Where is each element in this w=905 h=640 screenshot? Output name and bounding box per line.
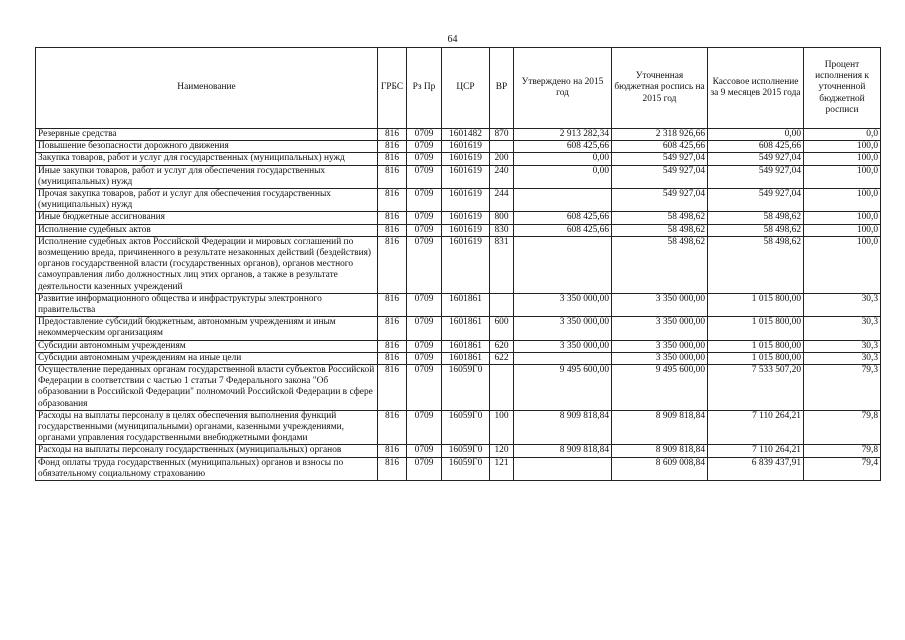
cell-rzpr: 0709: [407, 165, 442, 188]
cell-vr: 622: [490, 352, 514, 364]
cell-rzpr: 0709: [407, 365, 442, 411]
cell-vr: 240: [490, 165, 514, 188]
cell-specified: 549 927,04: [612, 153, 708, 165]
cell-approved: 3 350 000,00: [514, 340, 612, 352]
table-row: [36, 153, 881, 165]
cell-specified: 58 498,62: [612, 224, 708, 236]
cell-vr: 200: [490, 153, 514, 165]
cell-grbs: 816: [378, 340, 407, 352]
cell-vr: 830: [490, 224, 514, 236]
cell-percent: 100,0: [804, 165, 881, 188]
cell-approved: 0,00: [514, 165, 612, 188]
cell-rzpr: 0709: [407, 224, 442, 236]
cell-grbs: 816: [378, 293, 407, 316]
cell-csr: 1601861: [442, 293, 490, 316]
cell-cash: 7 110 264,21: [708, 410, 804, 445]
cell-specified: 3 350 000,00: [612, 340, 708, 352]
cell-name: Исполнение судебных актов Российской Федерации и мировых соглашений по возмещению вреда, причиненного в результате незаконных действий (бездействия) органов государственной власти (государственных органов), органов местного самоуправления либо должностных лиц этих органов, а также в результате деятельности казенных учреждений: [36, 236, 378, 293]
cell-csr: 1601861: [442, 352, 490, 364]
cell-approved: 608 425,66: [514, 224, 612, 236]
cell-cash: 1 015 800,00: [708, 293, 804, 316]
cell-approved: [514, 189, 612, 212]
cell-vr: [490, 141, 514, 153]
cell-cash: 7 533 507,20: [708, 365, 804, 411]
header-grbs: ГРБС: [378, 48, 407, 129]
cell-specified: 3 350 000,00: [612, 293, 708, 316]
cell-cash: 549 927,04: [708, 165, 804, 188]
cell-approved: [514, 236, 612, 293]
table-row: [36, 129, 881, 141]
table-row: [36, 293, 881, 316]
cell-approved: 0,00: [514, 153, 612, 165]
cell-name: Повышение безопасности дорожного движения: [36, 141, 378, 153]
cell-csr: 16059Г0: [442, 365, 490, 411]
cell-percent: 100,0: [804, 189, 881, 212]
cell-rzpr: 0709: [407, 129, 442, 141]
header-rzpr: Рз Пр: [407, 48, 442, 129]
cell-csr: 1601482: [442, 129, 490, 141]
table-row: [36, 352, 881, 364]
cell-name: Развитие информационного общества и инфраструктуры электронного правительства: [36, 293, 378, 316]
table-body: [36, 129, 881, 481]
cell-name: Осуществление переданных органам государственной власти субъектов Российской Федерации в соответствии с частью 1 статьи 7 Федерального закона "Об образовании в Российской Федерации" полномочий Российской Федерации в сфере образования: [36, 365, 378, 411]
cell-approved: 3 350 000,00: [514, 317, 612, 340]
cell-approved: 9 495 600,00: [514, 365, 612, 411]
cell-csr: 1601619: [442, 212, 490, 224]
cell-name: Субсидии автономным учреждениям: [36, 340, 378, 352]
cell-specified: 3 350 000,00: [612, 317, 708, 340]
table-row: [36, 457, 881, 480]
cell-name: Субсидии автономным учреждениям на иные цели: [36, 352, 378, 364]
cell-csr: 1601619: [442, 189, 490, 212]
cell-specified: 58 498,62: [612, 212, 708, 224]
table-row: [36, 212, 881, 224]
cell-csr: 1601619: [442, 236, 490, 293]
table-row: [36, 165, 881, 188]
cell-vr: 800: [490, 212, 514, 224]
cell-grbs: 816: [378, 153, 407, 165]
cell-csr: 1601619: [442, 141, 490, 153]
cell-csr: 16059Г0: [442, 445, 490, 457]
cell-percent: 100,0: [804, 236, 881, 293]
cell-specified: 8 909 818,84: [612, 410, 708, 445]
cell-cash: 608 425,66: [708, 141, 804, 153]
cell-approved: 8 909 818,84: [514, 445, 612, 457]
cell-percent: 30,3: [804, 340, 881, 352]
cell-specified: 58 498,62: [612, 236, 708, 293]
cell-grbs: 816: [378, 317, 407, 340]
cell-grbs: 816: [378, 224, 407, 236]
cell-approved: [514, 352, 612, 364]
cell-rzpr: 0709: [407, 153, 442, 165]
page-number: 64: [447, 34, 458, 45]
cell-percent: 30,3: [804, 352, 881, 364]
cell-name: Исполнение судебных актов: [36, 224, 378, 236]
cell-approved: 608 425,66: [514, 141, 612, 153]
cell-csr: 1601619: [442, 165, 490, 188]
cell-specified: 8 609 008,84: [612, 457, 708, 480]
cell-percent: 30,3: [804, 293, 881, 316]
cell-vr: [490, 365, 514, 411]
cell-percent: 79,4: [804, 457, 881, 480]
cell-specified: 549 927,04: [612, 165, 708, 188]
cell-cash: 549 927,04: [708, 153, 804, 165]
cell-approved: 8 909 818,84: [514, 410, 612, 445]
cell-grbs: 816: [378, 141, 407, 153]
cell-cash: 7 110 264,21: [708, 445, 804, 457]
cell-rzpr: 0709: [407, 352, 442, 364]
cell-rzpr: 0709: [407, 236, 442, 293]
cell-percent: 79,8: [804, 445, 881, 457]
cell-vr: 244: [490, 189, 514, 212]
cell-vr: 870: [490, 129, 514, 141]
cell-specified: 2 318 926,66: [612, 129, 708, 141]
cell-grbs: 816: [378, 365, 407, 411]
cell-approved: 608 425,66: [514, 212, 612, 224]
table-row: [36, 317, 881, 340]
cell-approved: [514, 457, 612, 480]
cell-rzpr: 0709: [407, 189, 442, 212]
cell-grbs: 816: [378, 352, 407, 364]
cell-rzpr: 0709: [407, 212, 442, 224]
cell-grbs: 816: [378, 445, 407, 457]
cell-grbs: 816: [378, 129, 407, 141]
header-name: Наименование: [36, 48, 378, 129]
cell-specified: 549 927,04: [612, 189, 708, 212]
header-specified: Уточненная бюджетная роспись на 2015 год: [612, 48, 708, 129]
cell-name: Предоставление субсидий бюджетным, автономным учреждениям и иным некоммерческим организациям: [36, 317, 378, 340]
cell-percent: 79,8: [804, 410, 881, 445]
header-csr: ЦСР: [442, 48, 490, 129]
cell-cash: 58 498,62: [708, 236, 804, 293]
cell-percent: 100,0: [804, 153, 881, 165]
header-approved: Утверждено на 2015 год: [514, 48, 612, 129]
cell-csr: 16059Г0: [442, 457, 490, 480]
table-row: [36, 236, 881, 293]
cell-specified: 9 495 600,00: [612, 365, 708, 411]
cell-rzpr: 0709: [407, 317, 442, 340]
cell-name: Фонд оплаты труда государственных (муниципальных) органов и взносы по обязательному социальному страхованию: [36, 457, 378, 480]
cell-percent: 100,0: [804, 141, 881, 153]
cell-specified: 608 425,66: [612, 141, 708, 153]
cell-cash: 1 015 800,00: [708, 352, 804, 364]
cell-rzpr: 0709: [407, 457, 442, 480]
cell-csr: 1601861: [442, 340, 490, 352]
cell-vr: [490, 293, 514, 316]
cell-cash: 58 498,62: [708, 212, 804, 224]
cell-vr: 831: [490, 236, 514, 293]
cell-csr: 1601619: [442, 224, 490, 236]
table-row: [36, 141, 881, 153]
cell-grbs: 816: [378, 410, 407, 445]
cell-percent: 100,0: [804, 224, 881, 236]
cell-cash: 6 839 437,91: [708, 457, 804, 480]
cell-grbs: 816: [378, 457, 407, 480]
cell-name: Иные закупки товаров, работ и услуг для обеспечения государственных (муниципальных) нужд: [36, 165, 378, 188]
cell-name: Закупка товаров, работ и услуг для государственных (муниципальных) нужд: [36, 153, 378, 165]
cell-vr: 600: [490, 317, 514, 340]
cell-rzpr: 0709: [407, 293, 442, 316]
cell-cash: 1 015 800,00: [708, 317, 804, 340]
cell-cash: 549 927,04: [708, 189, 804, 212]
cell-grbs: 816: [378, 236, 407, 293]
cell-rzpr: 0709: [407, 340, 442, 352]
budget-execution-table: [35, 47, 881, 481]
header-percent: Процент исполнения к уточненной бюджетной росписи: [804, 48, 881, 129]
cell-name: Иные бюджетные ассигнования: [36, 212, 378, 224]
cell-grbs: 816: [378, 165, 407, 188]
cell-csr: 16059Г0: [442, 410, 490, 445]
table-row: [36, 224, 881, 236]
header-cash: Кассовое исполнение за 9 месяцев 2015 года: [708, 48, 804, 129]
cell-name: Резервные средства: [36, 129, 378, 141]
cell-grbs: 816: [378, 189, 407, 212]
cell-cash: 1 015 800,00: [708, 340, 804, 352]
table-row: [36, 410, 881, 445]
cell-grbs: 816: [378, 212, 407, 224]
table-row: [36, 365, 881, 411]
cell-name: Прочая закупка товаров, работ и услуг для обеспечения государственных (муниципальных) нужд: [36, 189, 378, 212]
cell-percent: 30,3: [804, 317, 881, 340]
cell-vr: 121: [490, 457, 514, 480]
cell-rzpr: 0709: [407, 410, 442, 445]
cell-approved: 2 913 282,34: [514, 129, 612, 141]
cell-csr: 1601861: [442, 317, 490, 340]
cell-rzpr: 0709: [407, 141, 442, 153]
cell-percent: 79,3: [804, 365, 881, 411]
cell-approved: 3 350 000,00: [514, 293, 612, 316]
cell-vr: 100: [490, 410, 514, 445]
cell-cash: 0,00: [708, 129, 804, 141]
cell-specified: 3 350 000,00: [612, 352, 708, 364]
table-header-row: [36, 48, 881, 129]
table-row: [36, 445, 881, 457]
cell-csr: 1601619: [442, 153, 490, 165]
cell-percent: 100,0: [804, 212, 881, 224]
table-row: [36, 340, 881, 352]
table-row: [36, 189, 881, 212]
cell-name: Расходы на выплаты персоналу в целях обеспечения выполнения функций государственными (муниципальными) органами, казенными учреждениями, органами управления государственными внебюджетными фондами: [36, 410, 378, 445]
cell-percent: 0,0: [804, 129, 881, 141]
header-vr: ВР: [490, 48, 514, 129]
cell-name: Расходы на выплаты персоналу государственных (муниципальных) органов: [36, 445, 378, 457]
cell-cash: 58 498,62: [708, 224, 804, 236]
cell-specified: 8 909 818,84: [612, 445, 708, 457]
cell-vr: 120: [490, 445, 514, 457]
cell-vr: 620: [490, 340, 514, 352]
cell-rzpr: 0709: [407, 445, 442, 457]
